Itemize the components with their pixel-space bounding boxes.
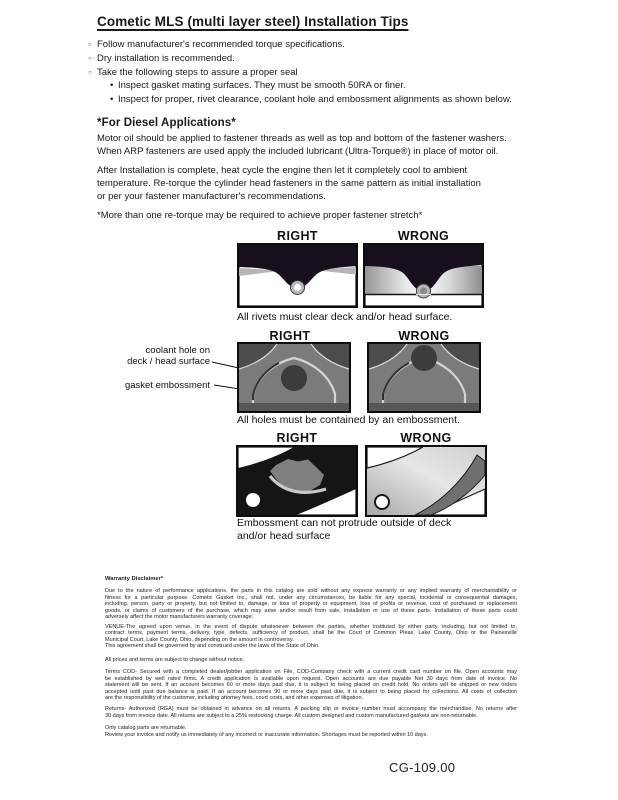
warranty-line: contract terms, payment terms, delivery, type, defects, sufficiency of product, shall be the Court of Common Pleas, Lake County, Ohio or the Painesville [105,630,517,637]
row2-caption: All holes must be contained by an embossment. [237,414,460,426]
rivet-center [420,287,427,294]
warranty-paragraph [105,657,517,663]
bottom-strip [239,403,349,411]
row1-caption: All rivets must clear deck and/or head surface. [237,311,453,323]
warranty-line: VENUE-The agreed upon venue, in the event of dispute whatsoever between the parties, whether instituted by either party, including, but not limited to, [105,623,517,630]
rivet-clearance-wrong-diagram [363,243,484,308]
paragraph-line: After Installation is complete, heat cycle the engine then let it completely cool to ambient [97,165,468,176]
wrong-label: WRONG [400,431,452,445]
warranty-line: Due to the nature of performance applications, the parts in this catalog are sold without any express warranty or any implied warranty of merchantability or [105,588,517,595]
warranty-paragraph [105,669,517,701]
warranty-line: 30 days from invoice date. All returns are subject to a 25% restocking charge. All custom designed and custom manufactured gaskets are non-returnable. [105,712,478,719]
paragraph-line: or per your fastener manufacturer's recommendations. [97,191,326,203]
warranty-paragraph [105,624,517,650]
gasket-embossment-label: gasket embossment [124,380,210,391]
warranty-line: Only catalog parts are returnable. [105,725,187,732]
warranty-paragraph [105,588,517,620]
warranty-line: are the responsibility of the customer, including attorney fees, court costs, and other expenses of litigation. [105,695,364,702]
coolant-hole-label-line2: deck / head surface [127,355,210,367]
page-code: CG-109.00 [389,760,456,775]
coolant-hole [281,365,307,391]
diesel-applications-heading: *For Diesel Applications* [97,117,236,129]
warranty-line: goods, or claims of customers of the purchase, which may arise and/or result from sale, installation or use of these parts. Installation of these parts could [105,607,517,614]
diesel-paragraph-1 [97,132,507,158]
embossment-protrusion-wrong-diagram [365,445,487,517]
bolt-hole [375,495,389,509]
right-label: RIGHT [276,431,318,445]
wrong-label: WRONG [398,329,450,343]
rivet-clearance-right-diagram [237,243,358,308]
rivet-center [294,284,301,291]
warranty-paragraph [105,706,517,719]
row3-caption [237,517,451,542]
caption-line: and/or head surface [237,529,331,542]
warranty-line: All prices and terms are subject to change without notice. [105,656,245,663]
warranty-paragraph [105,725,517,738]
warranty-heading: Warranty Disclaimer* [105,576,164,582]
page-title: Cometic MLS (multi layer steel) Installation Tips [97,14,409,29]
tip-item: ○ Follow manufacturer's recommended torque specifications. [88,38,345,52]
bottom-strip [369,403,479,411]
installation-tips-list [88,38,345,79]
warranty-line: Returns- Authorized (RGA) must be obtained in advance on all returns. A packing slip or invoice number must accompany the merchandise. No returns after [105,706,517,713]
diesel-paragraph-2 [97,164,481,204]
warranty-line: Terms COD- Secured with a completed dealer/jobber application on File, COD-Company check with a current credit card number on file. Open accounts may [105,669,517,676]
subtip-item: • Inspect for proper, rivet clearance, coolant hole and embossment alignments as shown below. [110,93,512,107]
warranty-section [105,576,517,744]
bolt-hole [246,493,260,507]
coolant-hole-wrong-diagram [367,342,481,413]
right-label: RIGHT [269,329,311,343]
right-label: RIGHT [277,229,318,243]
warranty-line: including, person, party or property, but not limited to, damage, or loss of property or equipment, loss of profits or revenue, cost of purchased or replacement [105,601,517,608]
coolant-hole-label: coolant hole on [145,345,210,356]
warranty-line: statement will be sent. If an account becomes 60 or more days past due, it is subject to being placed on credit hold. No orders will be shipped or new orders [105,682,517,689]
coolant-hole-right-diagram [237,342,351,413]
wrong-label: WRONG [397,229,450,243]
subtip-item: • Inspect gasket mating surfaces. They must be smooth 50RA or finer. [110,79,512,93]
warranty-line: Review your invoice and notify us immediately of any incorrect or inaccurate information. Shortages must be reported within 10 days. [105,731,428,738]
warranty-line: Municipal Court, Lake County, Ohio, depending on the amount in controversy. [105,636,294,643]
tip-item: ○ Dry installation is recommended. [88,52,345,66]
caption-line: Embossment can not protrude outside of deck [237,517,452,529]
warranty-line: This agreement shall be governed by and construed under the laws of the State of Ohio. [105,643,320,650]
paragraph-line: temperature. Re-torque the cylinder head fasteners in the same pattern as initial installation [97,178,481,190]
paragraph-line: Motor oil should be applied to fastener threads as well as top and bottom of the fastener washers. [97,133,507,144]
warranty-line: adversely affect the motor manufacturers warranty coverage. [105,614,254,621]
embossment-protrusion-right-diagram [236,445,358,517]
warranty-line: fitness for a particular purpose. Cometic Gasket Inc., shall not, under any circumstances, be liable for any special, incidental or consequential damages, [105,594,517,601]
coolant-hole [411,345,437,371]
retorque-note: *More than one re-torque may be required to achieve proper fastener stretch* [97,210,423,221]
installation-subtips-list [110,79,512,106]
tip-item: ○ Take the following steps to assure a proper seal [88,66,345,80]
warranty-line: accepted until past due balance is paid. If an account becomes 90 or more days past due, it is subject to being placed for collections. All costs of collection [105,688,517,695]
paragraph-line: When ARP fasteners are used apply the included lubricant (Ultra-Torque®) in place of motor oil. [97,146,499,158]
warranty-line: be established by well rated firms. A credit application is available upon request. Open accounts are due payable Net 30 days from date of invoice. No [105,675,517,682]
